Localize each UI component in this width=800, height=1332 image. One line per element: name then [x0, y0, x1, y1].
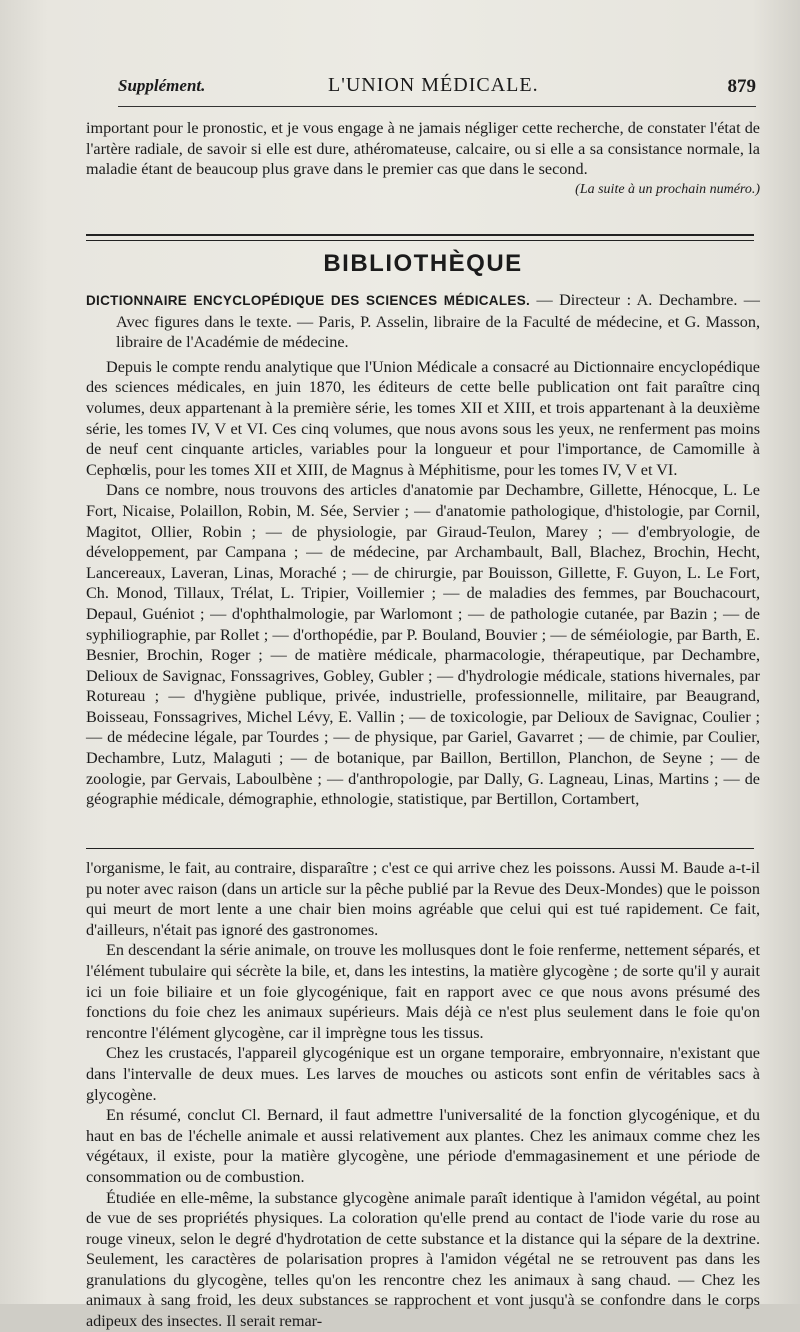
page-number: 879 — [727, 76, 756, 97]
intro-block — [86, 118, 760, 200]
running-header — [118, 72, 756, 107]
feuilleton-block — [86, 858, 760, 1332]
feuilleton-paragraph-4: En résumé, conclut Cl. Bernard, il faut admettre l'universalité de la fonction glycogénique, et du haut en bas de l'échelle animale et aussi relativement aux plantes. Chez les animaux comme chez les végétaux, il existe, pour la matière glycogène, une période d'emmagasinement et une période de consommation ou de combustion. — [86, 1106, 760, 1186]
feuilleton-paragraph-2: En descendant la série animale, on trouve les mollusques dont le foie renferme, nettement séparés, et l'élément tubulaire qui sécrète la bile, et, dans les intestins, la matière glycogène ; de sorte qu'il y aurait ici un foie biliaire et un foie glycogénique, fait en rapport avec ce que nous avons présumé des fonctions du foie chez les animaux supérieurs. Mais déjà ce n'est plus seulement dans le foie qu'on rencontre l'élément glycogène, car il imprègne tous les tissus. — [86, 941, 760, 1042]
feuilleton-paragraph-1: l'organisme, le fait, au contraire, disparaître ; c'est ce qui arrive chez les poissons. Aussi M. Baude a-t-il pu noter avec raison (dans un article sur la pêche publié par la Revue des Deux-Mondes) que le poisson qui meurt de mort lente a une chair bien moins agréable que celui qui est tué rapidement. Ce fait, d'ailleurs, n'était pas ignoré des gastronomes. — [86, 859, 760, 939]
review-entry-title: DICTIONNAIRE ENCYCLOPÉDIQUE DES SCIENCES MÉDICALES. — [86, 293, 531, 308]
review-entry-details: — Directeur : A. Dechambre. — Avec figures dans le texte. — Paris, P. Asselin, libraire de la Faculté de médecine, et G. Masson, libraire de l'Académie de médecine. — [116, 291, 760, 352]
header-section-label: Supplément. — [118, 76, 206, 95]
section-title: BIBLIOTHÈQUE — [323, 250, 523, 277]
intro-paragraph: important pour le pronostic, et je vous engage à ne jamais négliger cette recherche, de constater l'état de l'artère radiale, de savoir si elle est dure, athéromateuse, calcaire, ou si elle a sa consistance normale, la maladie étant de beaucoup plus grave dans le premier cas que dans le second. — [86, 119, 760, 179]
bibliotheque-block — [86, 290, 760, 810]
section-divider — [86, 234, 754, 241]
feuilleton-paragraph-5: Étudiée en elle-même, la substance glycogène animale paraît identique à l'amidon végétal, au point de vue de ses propriétés physiques. La coloration qu'elle prend au contact de l'iode varie du rose au rouge vineux, selon le degré d'hydrotation de cette substance et la distance qui la sépare de la dextrine. Seulement, les caractères de polarisation propres à l'amidon végétal ne se retrouvent pas dans les granulations du glycogène, telles qu'on les rencontre chez les animaux à sang chaud. — Chez les animaux à sang froid, les deux substances se rapprochent et vont jusqu'à se confondre dans le corps adipeux des insectes. Il serait remar- — [86, 1188, 760, 1331]
header-journal-title: L'UNION MÉDICALE. — [328, 74, 539, 96]
continuation-note: (La suite à un prochain numéro.) — [575, 181, 760, 197]
review-entry-heading — [86, 290, 760, 353]
feuilleton-divider — [86, 848, 754, 849]
review-paragraph-2: Dans ce nombre, nous trouvons des articles d'anatomie par Dechambre, Gillette, Hénocque, L. Le Fort, Nicaise, Polaillon, Robin, M. Sée, Servier ; — d'anatomie pathologique, d'histologie, par Cornil, Magitot, Ollier, Robin ; — de physiologie, par Giraud-Teulon, Marey ; — d'embryologie, de développement, par Campana ; — de médecine, par Archambault, Ball, Blachez, Brochin, Hecht, Lancereaux, Laveran, Linas, Moraché ; — de chirurgie, par Bouisson, Gillette, F. Guyon, L. Le Fort, Ch. Monod, Tillaux, Trélat, L. Tripier, Voillemier ; — de maladies des femmes, par Bouchacourt, Depaul, Guéniot ; — d'ophthalmologie, par Warlomont ; — de pathologie cutanée, par Bazin ; — de syphiliographie, par Rollet ; — d'orthopédie, par P. Bouland, Bouvier ; — de séméiologie, par Barth, E. Besnier, Brochin, Roger ; — de matière médicale, pharmacologie, thérapeutique, par Dechambre, Delioux de Savignac, Fonssagrives, Gobley, Gubler ; — d'hydrologie médicale, stations hivernales, par Rotureau ; — d'hygiène publique, privée, industrielle, professionnelle, militaire, par Beaugrand, Boisseau, Fonssagrives, Michel Lévy, E. Vallin ; — de toxicologie, par Delioux de Savignac, Coulier ; — de médecine légale, par Tourdes ; — de physique, par Gariel, Gavarret ; — de chimie, par Coulier, Dechambre, Lutz, Malaguti ; — de botanique, par Baillon, Bertillon, Planchon, de Seyne ; — de zoologie, par Gervais, Laboulbène ; — d'anthropologie, par Dally, G. Lagneau, Linas, Martins ; — de géographie médicale, démographie, ethnologie, statistique, par Bertillon, Cortambert, — [86, 481, 760, 809]
review-paragraph-1: Depuis le compte rendu analytique que l'Union Médicale a consacré au Dictionnaire encyclopédique des sciences médicales, en juin 1870, les éditeurs de cette belle publication ont fait paraître cinq volumes, deux appartenant à la première série, les tomes XII et XIII, et trois appartenant à la deuxième série, les tomes IV, V et VI. Ces cinq volumes, que nous avons sous les yeux, ne renferment pas moins de neuf cent cinquante articles, variables pour la longueur et pour l'importance, de Camomille à Cephœlis, pour les tomes XII et XIII, de Magnus à Méphitisme, pour les tomes IV, V et VI. — [86, 357, 760, 479]
feuilleton-paragraph-3: Chez les crustacés, l'appareil glycogénique est un organe temporaire, embryonnaire, n'existant que dans l'intervalle de deux mues. Les larves de mouches ou asticots sont enfin de véritables sacs à glycogène. — [86, 1044, 760, 1104]
